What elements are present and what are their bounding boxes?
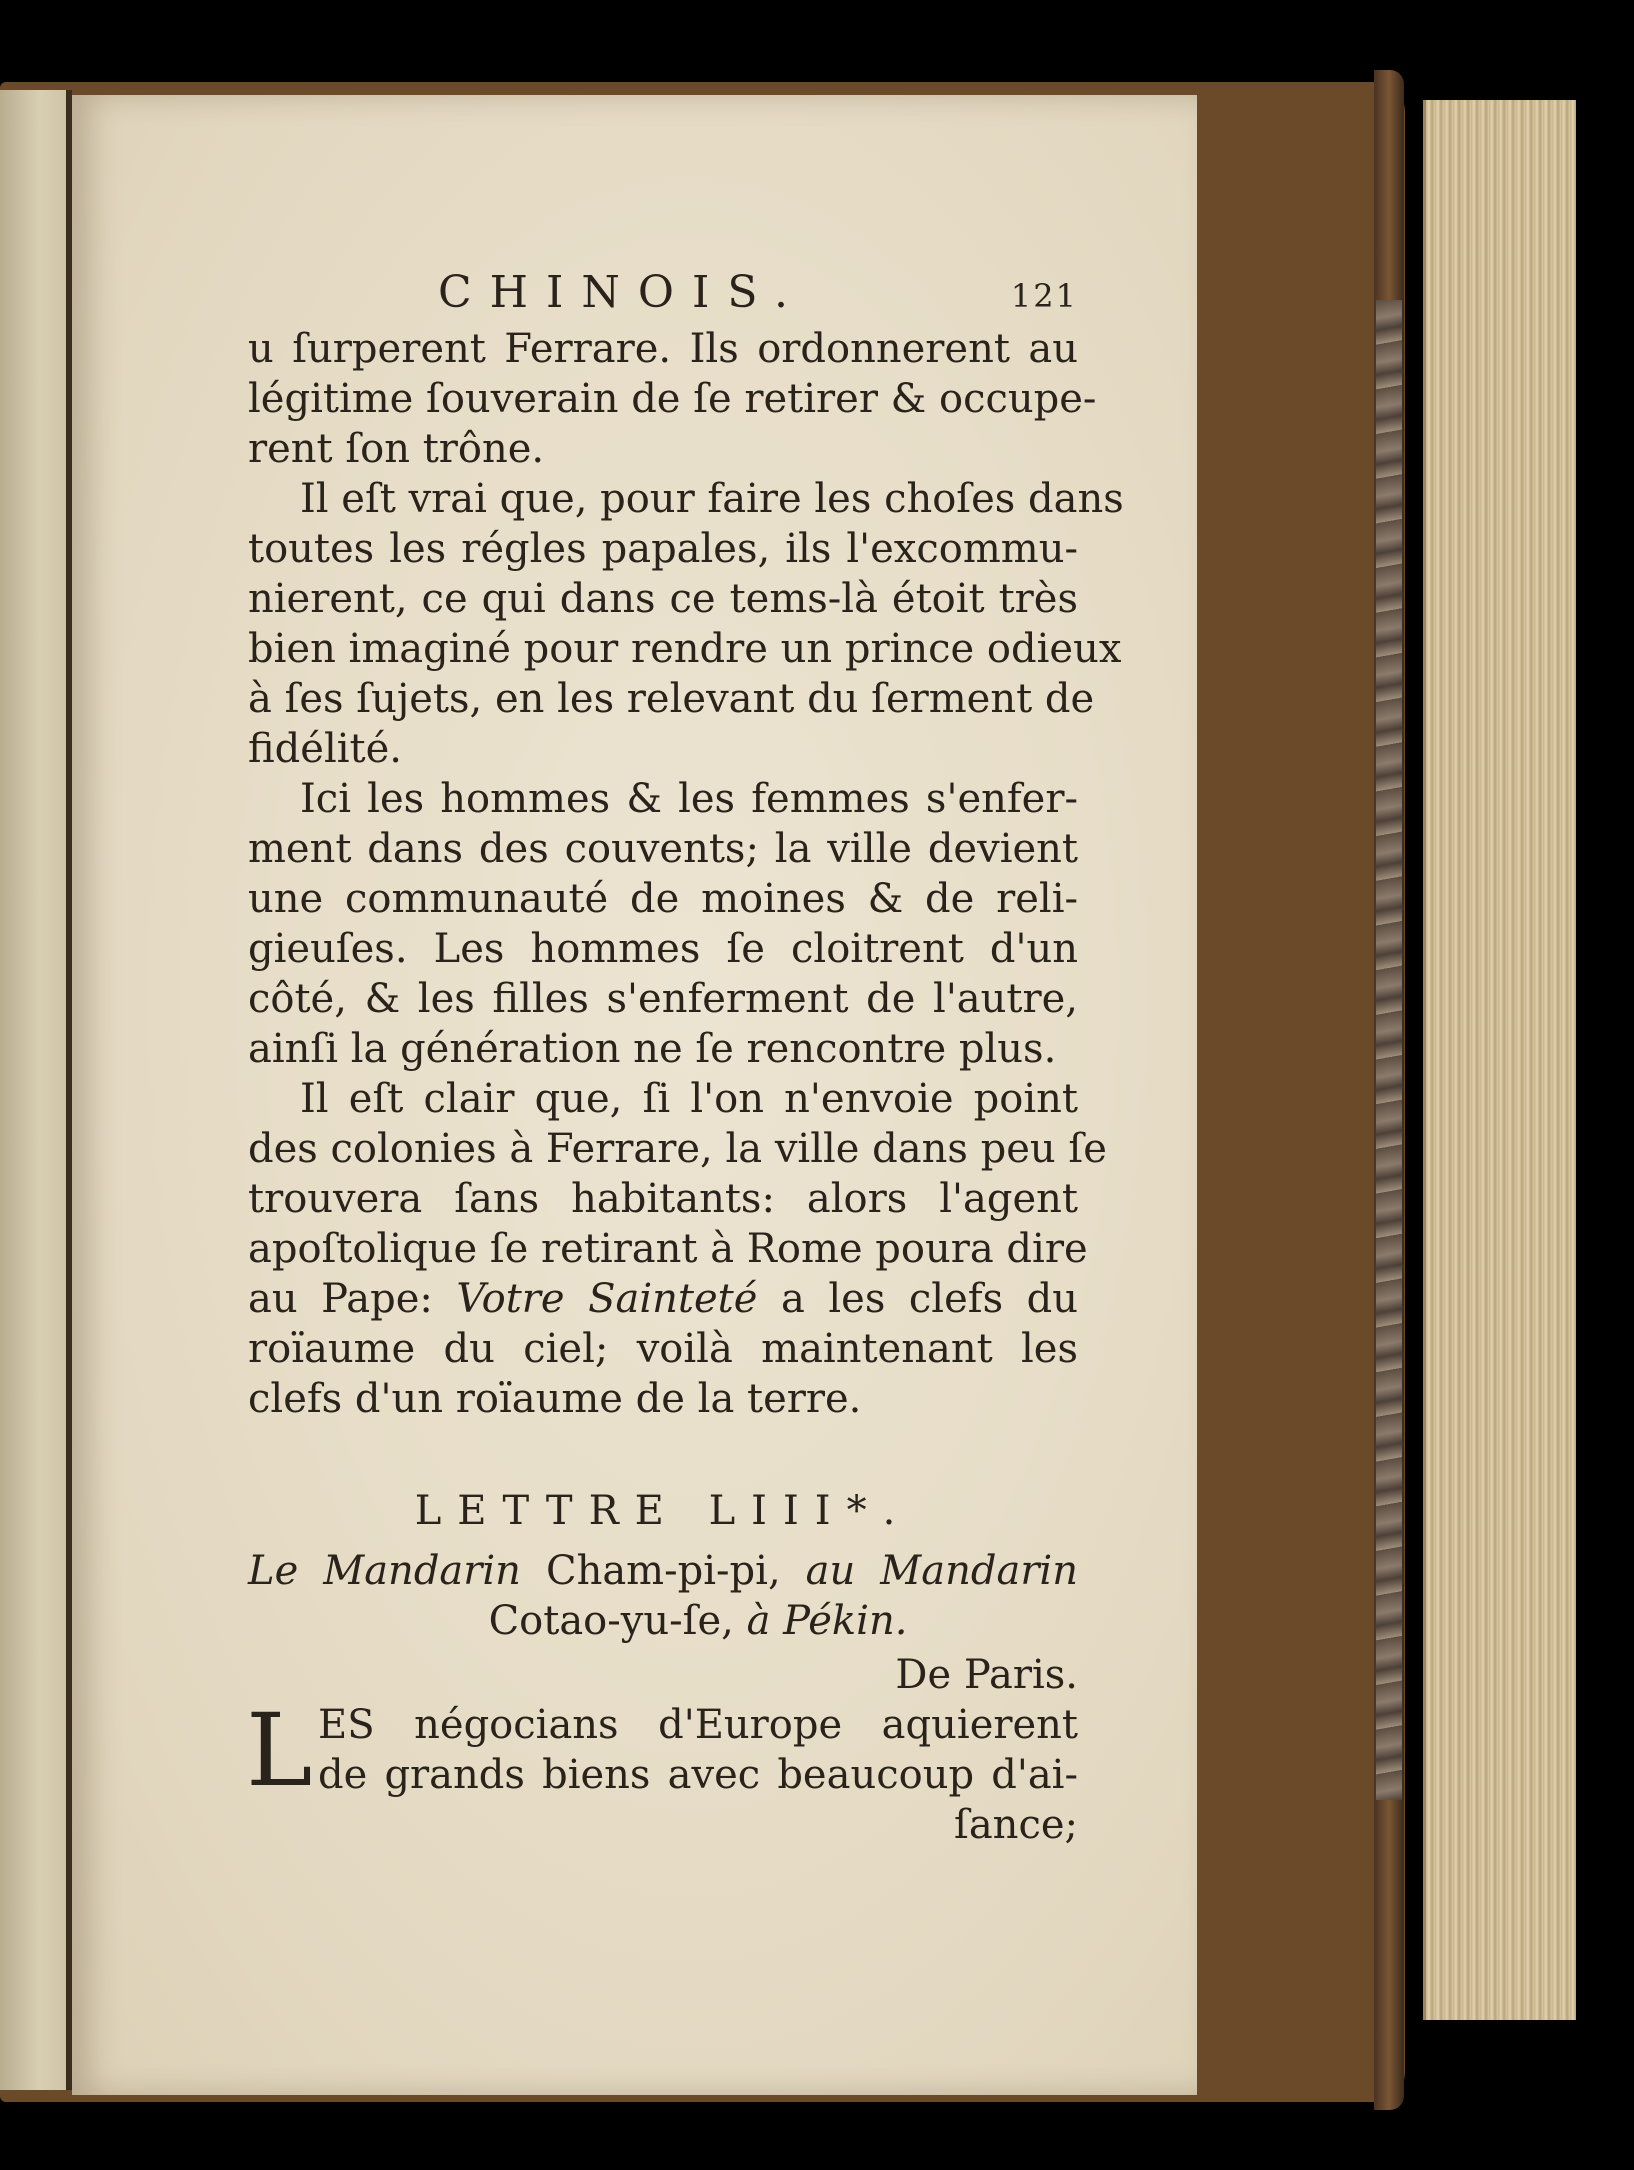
- letter-place: De Paris.: [895, 1652, 1078, 1698]
- text-line: côté, & les filles s'enferment de l'autre,: [248, 976, 1078, 1022]
- paragraph-3: [248, 774, 1078, 1074]
- paragraph-2: [248, 474, 1124, 774]
- letter-opening: [246, 1692, 1078, 1809]
- text-fragment: au Pape:: [248, 1276, 457, 1322]
- text-line: ainſi la génération ne ſe rencontre plus.: [248, 1026, 1057, 1072]
- text-fragment: a les clefs du: [757, 1276, 1079, 1322]
- text-line: roïaume du ciel; voilà maintenant les: [248, 1326, 1078, 1372]
- text-line: ES négocians d'Europe aquierent: [318, 1702, 1078, 1748]
- address-line: [248, 1596, 1078, 1646]
- address-name: Cham-pi-pi,: [520, 1548, 806, 1594]
- text-line: rent ſon trône.: [248, 426, 545, 472]
- text-line: ment dans des couvents; la ville devient: [248, 826, 1078, 872]
- address-italic: à Pékin.: [746, 1598, 908, 1644]
- text-line: trouvera ſans habitants: alors l'agent: [248, 1176, 1078, 1222]
- text-line: gieuſes. Les hommes ſe cloitrent d'un: [248, 926, 1078, 972]
- marbled-endpaper: [1376, 300, 1402, 1800]
- running-title: CHINOIS.: [438, 267, 806, 318]
- text-line: toutes les régles papales, ils l'excommu-: [248, 526, 1078, 572]
- text-line: u ſurperent Ferrare. Ils ordonnerent au: [248, 326, 1078, 372]
- text-line: [248, 1274, 1078, 1324]
- paragraph-4: [248, 1074, 1107, 1424]
- left-page-edge: [0, 90, 72, 2090]
- letter-heading: LETTRE LIII*.: [414, 1488, 912, 1534]
- text-line: bien imaginé pour rendre un prince odieux: [248, 626, 1122, 672]
- text-line: clefs d'un roïaume de la terre.: [248, 1376, 862, 1422]
- text-line: Il eſt vrai que, pour faire les choſes dans: [300, 476, 1124, 522]
- address-italic: au Mandarin: [805, 1548, 1078, 1594]
- running-header: [248, 268, 1078, 324]
- page-block-edge: [1423, 100, 1576, 2020]
- letter-address: [248, 1546, 1078, 1646]
- text-line: une communauté de moines & de reli-: [248, 876, 1078, 922]
- text-line: des colonies à Ferrare, la ville dans peu ſe: [248, 1126, 1107, 1172]
- address-italic: Le Mandarin: [248, 1548, 521, 1594]
- text-line: à ſes ſujets, en les relevant du ſerment de: [248, 676, 1095, 722]
- drop-cap: L: [246, 1692, 313, 1809]
- text-line: fidélité.: [248, 726, 403, 772]
- text-line: de grands biens avec beaucoup d'ai-: [318, 1752, 1078, 1798]
- address-line: [248, 1546, 1078, 1596]
- text-line: Il eſt clair que, ſi l'on n'envoie point: [300, 1076, 1078, 1122]
- text-line: nierent, ce qui dans ce tems-là étoit très: [248, 576, 1078, 622]
- page-number: 121: [1010, 277, 1078, 315]
- text-line: apoſtolique ſe retirant à Rome poura dire: [248, 1226, 1088, 1272]
- address-name: Cotao-yu-ſe,: [488, 1598, 747, 1644]
- italic-quote: Votre Sainteté: [456, 1276, 758, 1322]
- paragraph-1: [248, 324, 1097, 474]
- text-line: Ici les hommes & les femmes s'enfer-: [300, 776, 1078, 822]
- catchword: ſance;: [954, 1802, 1078, 1848]
- page-text: [246, 267, 1124, 1850]
- text-line: légitime ſouverain de ſe retirer & occupe-: [248, 376, 1097, 422]
